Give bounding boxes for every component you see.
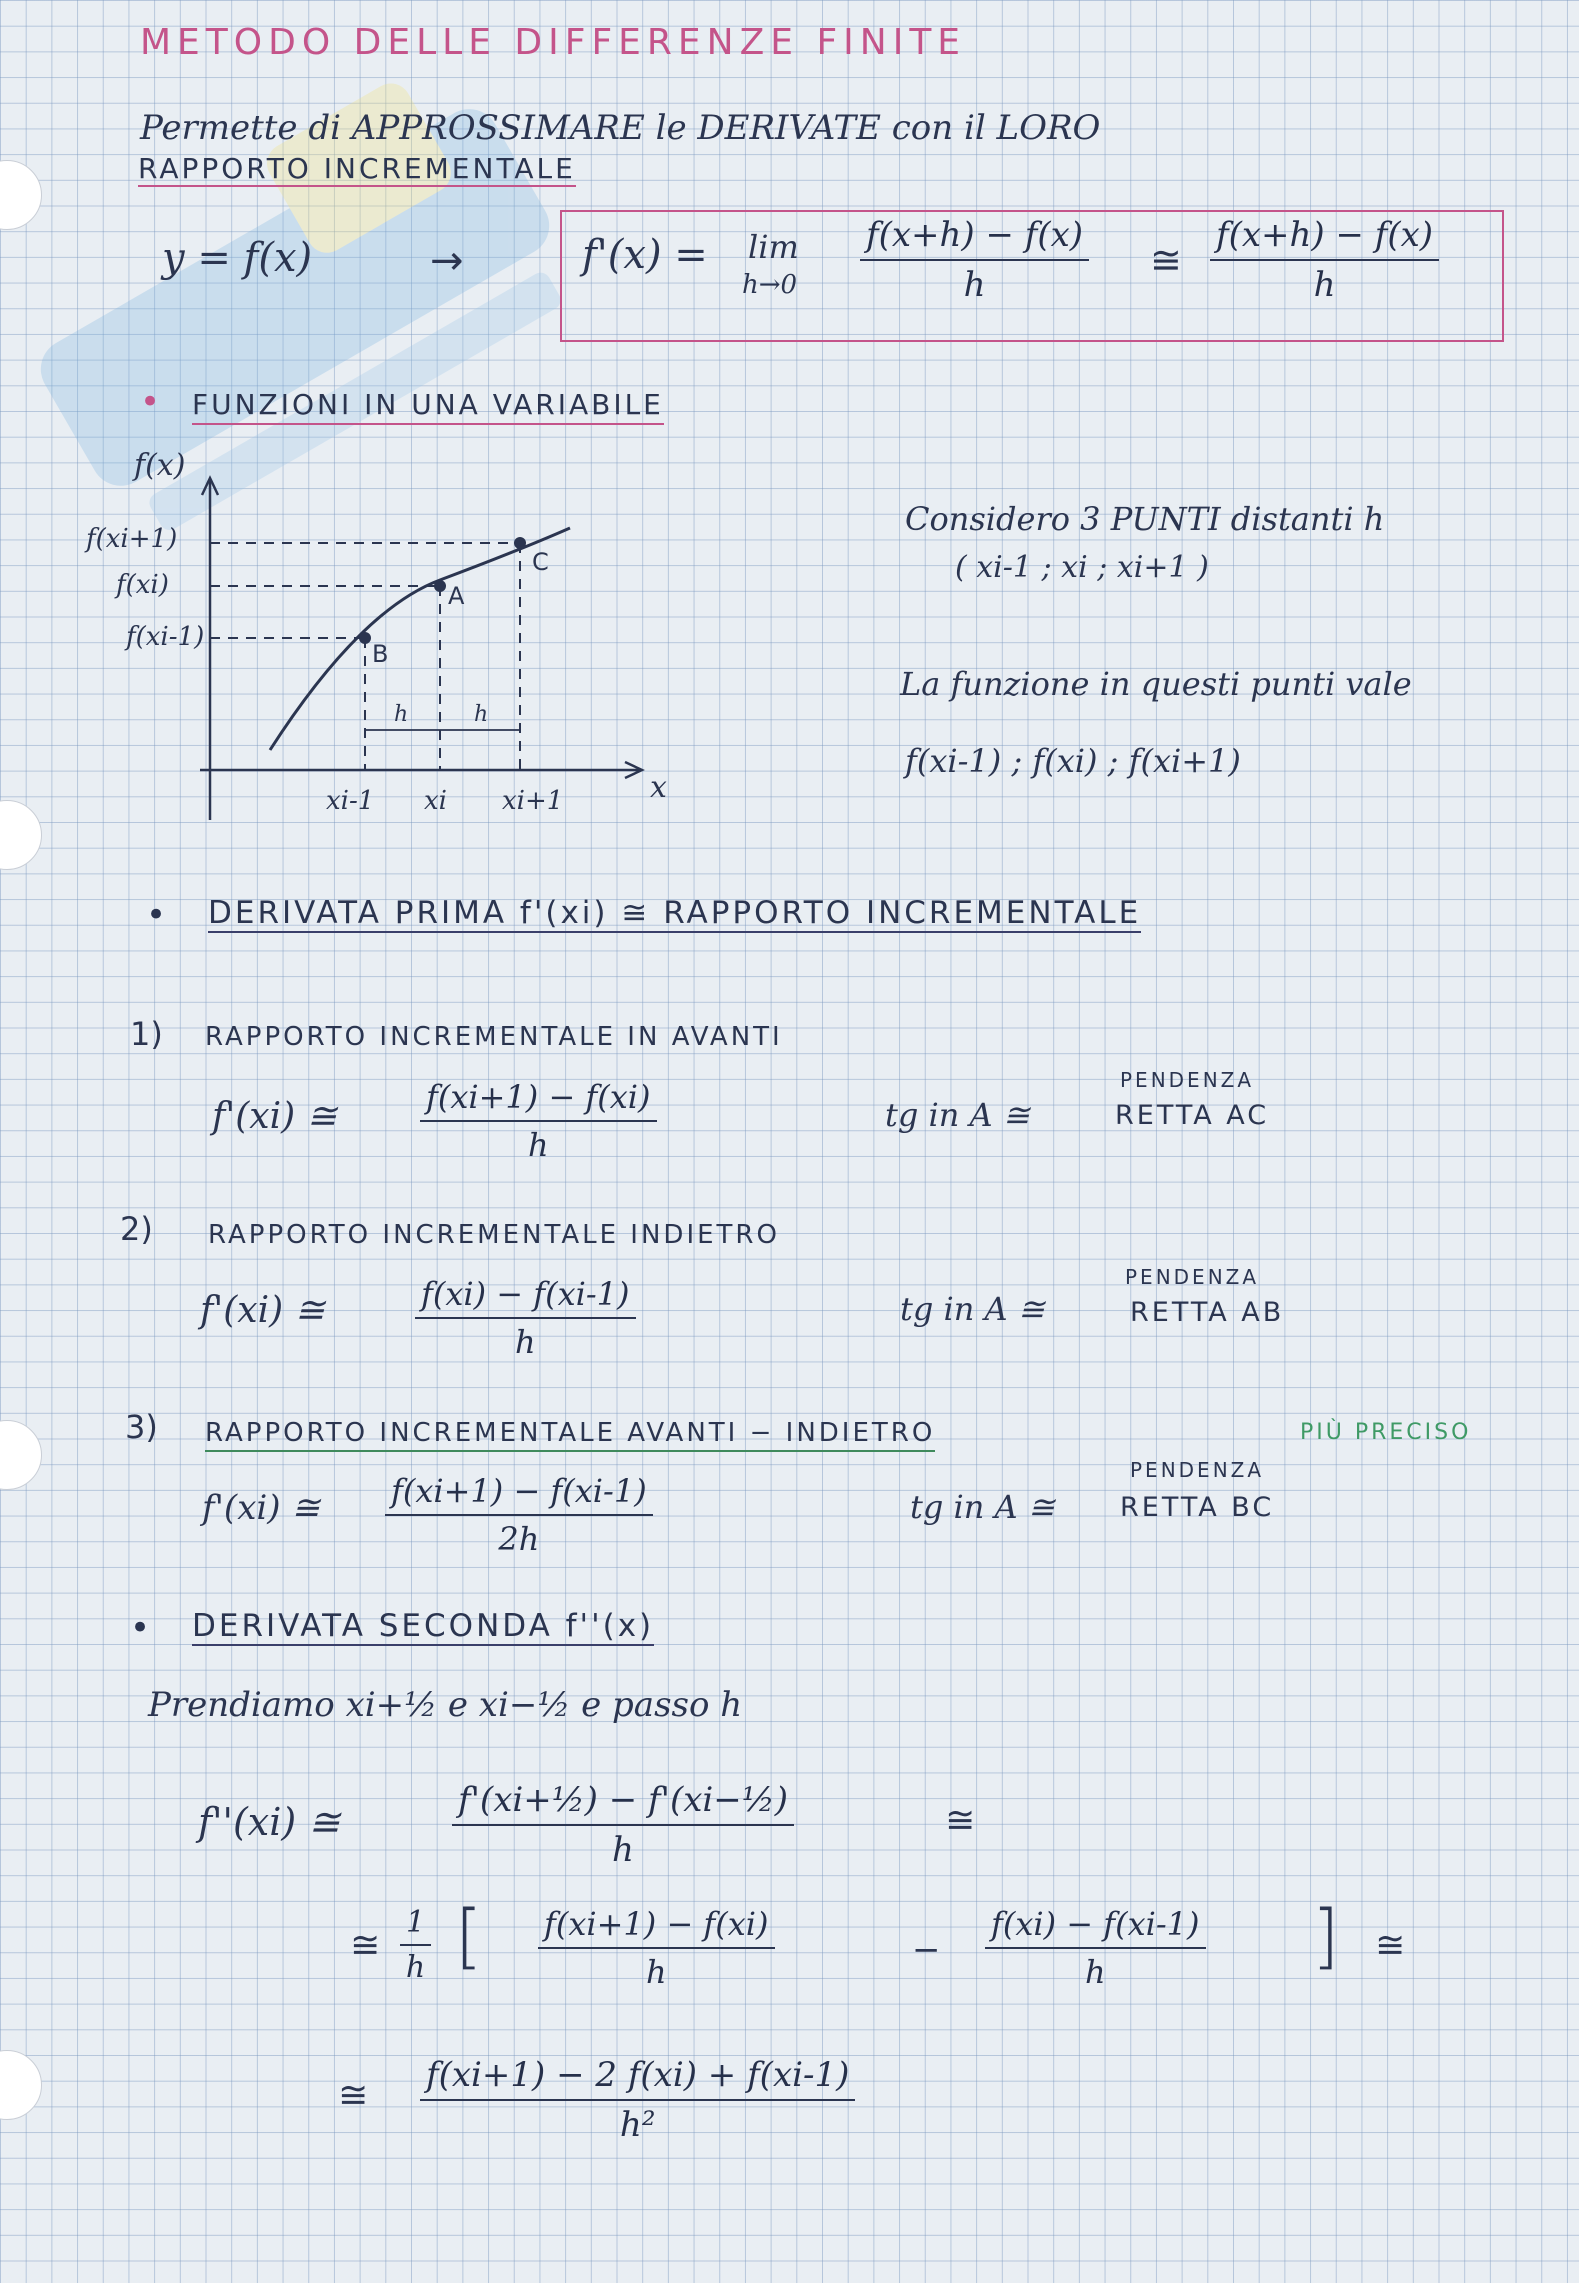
- definition-lhs: y = f(x): [162, 235, 313, 281]
- definition-lim-sub: h→0: [742, 270, 798, 300]
- item-slope-line: RETTA AB: [1130, 1297, 1285, 1328]
- point-c: [514, 537, 526, 549]
- binder-hole: [0, 2050, 42, 2120]
- fraction-denominator: h: [612, 1830, 634, 1870]
- graph-y-label-1: f(xi+1): [86, 524, 178, 554]
- item-slope-line: RETTA AC: [1115, 1100, 1270, 1131]
- point-label-b: B: [372, 640, 389, 668]
- consider-line-1: Considero 3 PUNTI distanti h: [905, 500, 1385, 538]
- item-tangent: tg in A ≅: [900, 1290, 1045, 1328]
- page-title: METODO DELLE DIFFERENZE FINITE: [140, 22, 967, 63]
- approx-sign: ≅: [1150, 238, 1182, 282]
- item-lhs: f'(xi) ≅: [202, 1488, 320, 1528]
- bullet: •: [130, 1608, 151, 1648]
- item-slope-label: PENDENZA: [1120, 1068, 1255, 1092]
- fraction-numerator: f(xi) − f(xi-1): [985, 1905, 1206, 1949]
- item-number: 1): [130, 1015, 163, 1053]
- step-label-2: h: [474, 702, 489, 727]
- consider-line-2: ( xi-1 ; xi ; xi+1 ): [955, 550, 1209, 585]
- fraction-numerator: f(xi+1) − f(xi): [420, 1078, 657, 1122]
- fraction-numerator: 1: [400, 1905, 431, 1946]
- section-title-first-derivative: DERIVATA PRIMA f'(xi) ≅ RAPPORTO INCREMENTALE: [208, 895, 1142, 931]
- fraction-denominator: h: [405, 1950, 426, 1985]
- binder-hole: [0, 160, 42, 230]
- second-intro: Prendiamo xi+½ e xi−½ e passo h: [148, 1685, 743, 1725]
- point-b: [359, 632, 371, 644]
- approx-sign: ≅: [1375, 1925, 1406, 1966]
- graph-y-axis-label: f(x): [134, 448, 186, 483]
- fraction-numerator: f(xi+1) − 2 f(xi) + f(xi-1): [420, 2055, 855, 2101]
- graph-x-axis-label: x: [650, 770, 667, 805]
- definition-fprime: f'(x) =: [582, 232, 708, 278]
- second-fraction-2a: [538, 1905, 775, 1991]
- fraction-denominator: h: [514, 1323, 536, 1361]
- item-number: 3): [125, 1408, 158, 1446]
- binder-hole: [0, 1420, 42, 1490]
- consider-line-3: La funzione in questi punti vale: [900, 665, 1412, 703]
- fraction-denominator: h: [527, 1126, 549, 1164]
- fraction-denominator: h²: [619, 2105, 656, 2145]
- bracket-close: ]: [1312, 1895, 1340, 1977]
- point-a: [434, 580, 446, 592]
- graph-x-label-2: xi: [424, 786, 447, 816]
- item-title: RAPPORTO INCREMENTALE INDIETRO: [208, 1220, 780, 1250]
- point-label-a: A: [448, 582, 465, 610]
- factor-fraction: [400, 1905, 431, 1985]
- definition-fraction-2: [1210, 215, 1439, 305]
- consider-line-4: f(xi-1) ; f(xi) ; f(xi+1): [905, 742, 1241, 780]
- item-number: 2): [120, 1210, 153, 1248]
- fraction-numerator: f(xi+1) − f(xi): [538, 1905, 775, 1949]
- bracket-open: [: [455, 1895, 483, 1977]
- approx-sign: ≅: [945, 1800, 976, 1841]
- item-fraction: [385, 1472, 653, 1558]
- item-fraction: [415, 1275, 636, 1361]
- graph-y-label-3: f(xi-1): [126, 622, 205, 652]
- fraction-denominator: h: [963, 265, 986, 305]
- section-title-second-derivative: DERIVATA SECONDA f''(x): [192, 1608, 655, 1644]
- item-tangent: tg in A ≅: [910, 1488, 1055, 1526]
- fraction-denominator: h: [645, 1953, 667, 1991]
- binder-hole: [0, 800, 42, 870]
- approx-sign: ≅: [338, 2075, 369, 2116]
- item-lhs: f'(xi) ≅: [212, 1096, 337, 1137]
- fraction-numerator: f(xi+1) − f(xi-1): [385, 1472, 653, 1516]
- second-fraction-3: [420, 2055, 855, 2145]
- step-label-1: h: [394, 702, 409, 727]
- item-note-more-precise: PIÙ PRECISO: [1300, 1420, 1472, 1445]
- item-slope-label: PENDENZA: [1125, 1265, 1260, 1289]
- fraction-numerator: f(x+h) − f(x): [1210, 215, 1439, 261]
- arrow-icon: →: [430, 238, 464, 284]
- section-title-functions: FUNZIONI IN UNA VARIABILE: [192, 388, 664, 425]
- definition-fraction: [860, 215, 1089, 305]
- item-tangent: tg in A ≅: [885, 1096, 1030, 1134]
- fraction-denominator: h: [1084, 1953, 1106, 1991]
- minus-sign: −: [912, 1930, 941, 1970]
- item-title: RAPPORTO INCREMENTALE AVANTI − INDIETRO: [205, 1418, 935, 1452]
- definition-lim: lim: [748, 228, 799, 266]
- fraction-numerator: f(x+h) − f(x): [860, 215, 1089, 261]
- item-slope-label: PENDENZA: [1130, 1458, 1265, 1482]
- fraction-denominator: 2h: [498, 1520, 540, 1558]
- graph-x-label-1: xi-1: [326, 786, 375, 816]
- second-fraction-2b: [985, 1905, 1206, 1991]
- item-fraction: [420, 1078, 657, 1164]
- item-slope-line: RETTA BC: [1120, 1492, 1275, 1523]
- bullet: •: [146, 895, 167, 935]
- second-fraction-1: [452, 1780, 794, 1870]
- intro-line-1: Permette di APPROSSIMARE le DERIVATE con il LORO: [140, 108, 1101, 148]
- graph-x-label-3: xi+1: [502, 786, 564, 816]
- graph-y-label-2: f(xi): [116, 570, 169, 600]
- fraction-denominator: h: [1313, 265, 1336, 305]
- item-lhs: f'(xi) ≅: [200, 1290, 325, 1331]
- fraction-numerator: f(xi) − f(xi-1): [415, 1275, 636, 1319]
- bullet: •: [140, 382, 161, 422]
- fraction-numerator: f'(xi+½) − f'(xi−½): [452, 1780, 794, 1826]
- item-title: RAPPORTO INCREMENTALE IN AVANTI: [205, 1022, 783, 1052]
- intro-line-2: RAPPORTO INCREMENTALE: [138, 152, 576, 185]
- approx-sign: ≅: [350, 1925, 381, 1966]
- point-label-c: C: [532, 548, 549, 576]
- function-curve: [270, 528, 570, 750]
- second-lhs: f''(xi) ≅: [198, 1800, 341, 1844]
